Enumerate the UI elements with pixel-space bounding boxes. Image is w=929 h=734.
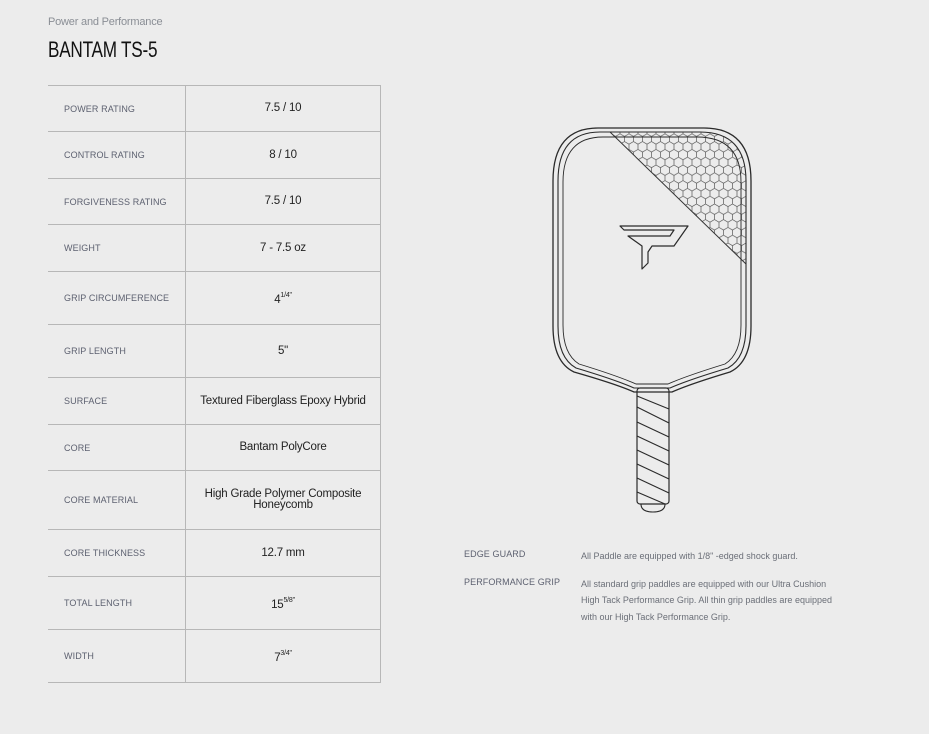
spec-value: Textured Fiberglass Epoxy Hybrid: [186, 378, 381, 425]
spec-value: [186, 630, 381, 683]
spec-value: 7.5 / 10: [186, 179, 381, 225]
spec-row: [48, 471, 381, 530]
spec-value: Bantam PolyCore: [186, 425, 381, 471]
spec-row: [48, 225, 381, 272]
spec-label: CONTROL RATING: [48, 132, 186, 179]
paddle-illustration-icon: [548, 126, 758, 521]
spec-value: 12.7 mm: [186, 530, 381, 577]
feature-label: PERFORMANCE GRIP: [464, 576, 561, 587]
spec-value-whole: 15: [271, 598, 284, 611]
feature-row: [464, 576, 884, 626]
spec-value-fraction: 3/4": [280, 649, 292, 657]
spec-label: WEIGHT: [48, 225, 186, 272]
spec-value: [186, 577, 381, 630]
spec-value-fraction: 5/8": [283, 596, 295, 604]
feature-text: All Paddle are equipped with 1/8" -edged shock guard.: [581, 551, 798, 561]
spec-row: [48, 530, 381, 577]
spec-value-fraction: 1/4": [280, 291, 292, 299]
spec-label: CORE: [48, 425, 186, 471]
spec-value: 5": [186, 325, 381, 378]
feature-text: All standard grip paddles are equipped with our Ultra Cushion High Tack Performance Grip. All thin grip paddles are equipped with our High Tack Performance Grip.: [581, 578, 832, 622]
product-title: BANTAM TS-5: [48, 37, 158, 62]
spec-row: [48, 325, 381, 378]
spec-row: [48, 272, 381, 325]
spec-value-line-1: High Grade Polymer Composite: [204, 488, 362, 500]
spec-label: WIDTH: [48, 630, 186, 683]
eyebrow-text: Power and Performance: [48, 16, 163, 28]
spec-row: [48, 577, 381, 630]
spec-row: [48, 425, 381, 471]
spec-value: 8 / 10: [186, 132, 381, 179]
spec-value: [186, 272, 381, 325]
spec-value-whole: 7: [274, 651, 281, 664]
spec-value: [186, 471, 381, 530]
spec-row: [48, 179, 381, 225]
spec-value: 7.5 / 10: [186, 86, 381, 132]
spec-value-line-2: Honeycomb: [253, 499, 313, 511]
spec-label: CORE MATERIAL: [48, 471, 186, 530]
spec-row: [48, 378, 381, 425]
spec-row: [48, 630, 381, 683]
specs-table: [48, 85, 381, 683]
spec-label: SURFACE: [48, 378, 186, 425]
feature-row: [464, 548, 884, 565]
spec-label: TOTAL LENGTH: [48, 577, 186, 630]
spec-value: 7 - 7.5 oz: [186, 225, 381, 272]
features-list: [464, 548, 884, 636]
spec-label: CORE THICKNESS: [48, 530, 186, 577]
spec-row: [48, 132, 381, 179]
feature-label: EDGE GUARD: [464, 549, 526, 559]
spec-label: GRIP LENGTH: [48, 325, 186, 378]
spec-row: [48, 86, 381, 132]
spec-value-whole: 4: [274, 293, 281, 306]
spec-label: POWER RATING: [48, 86, 186, 132]
spec-label: GRIP CIRCUMFERENCE: [48, 272, 186, 325]
spec-label: FORGIVENESS RATING: [48, 179, 186, 225]
